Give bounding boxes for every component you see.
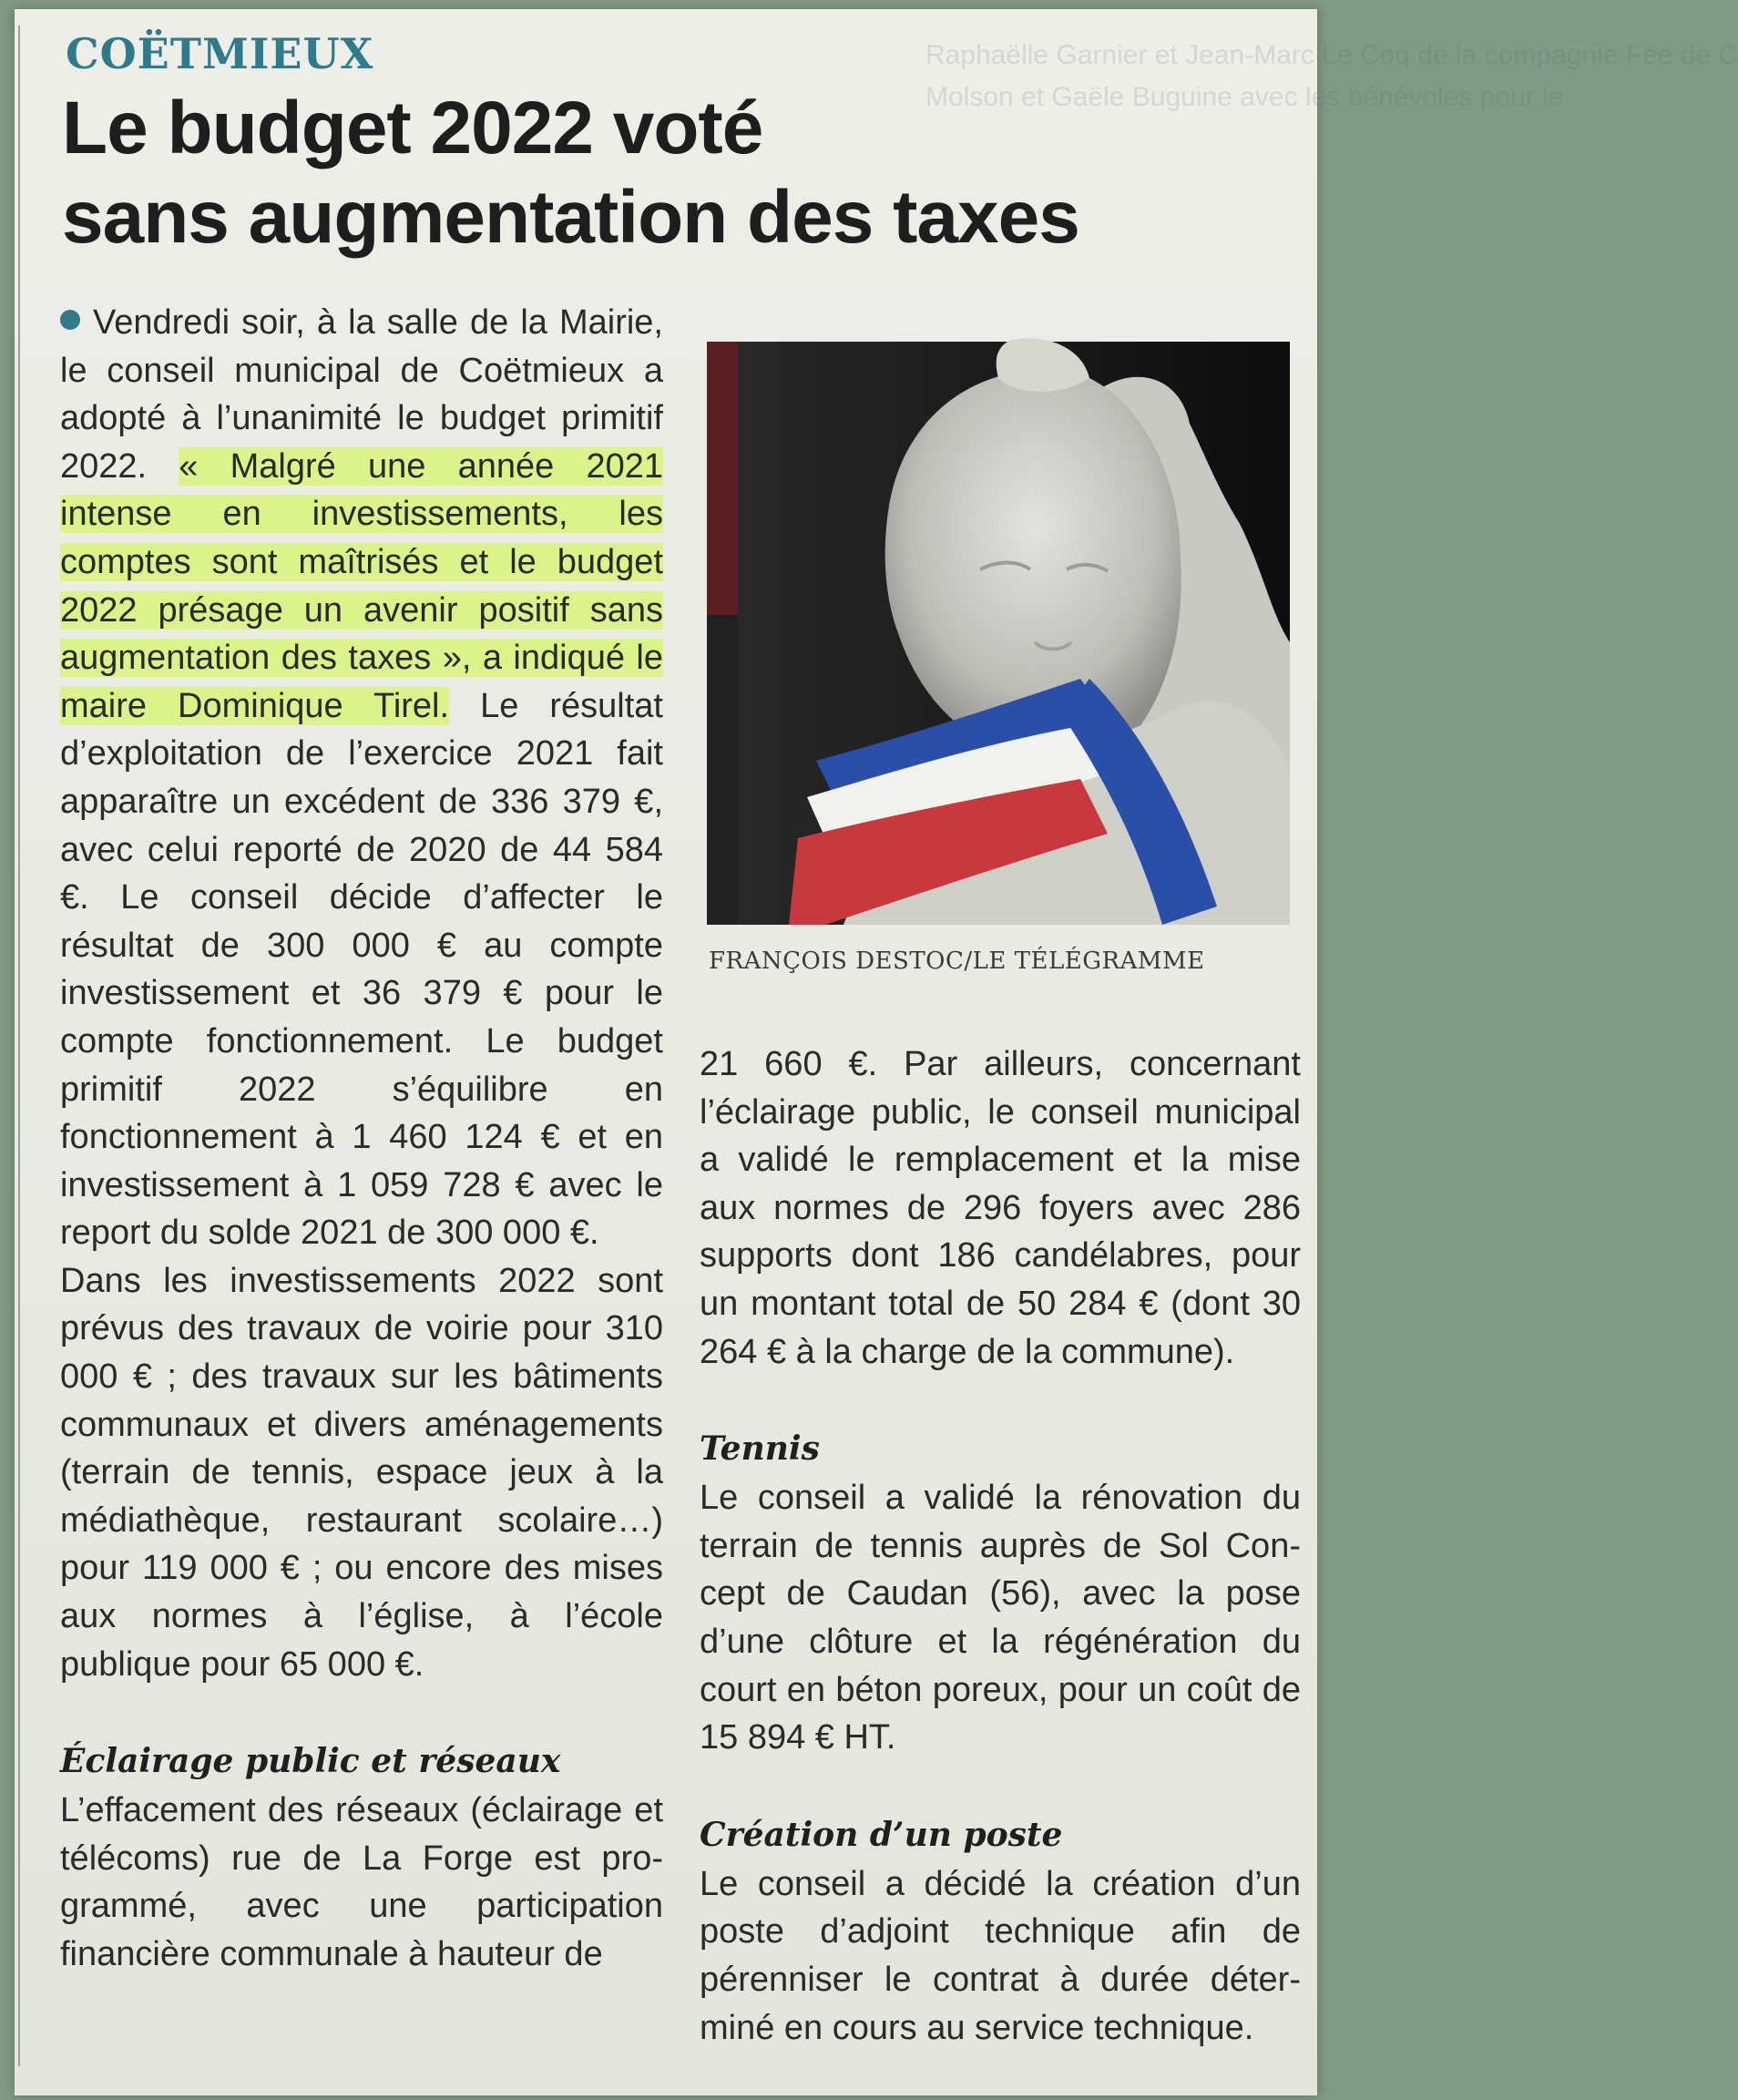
newspaper-page — [15, 9, 1738, 2095]
section-heading-lighting: Éclairage public et réseaux — [60, 1742, 561, 1781]
section-heading-tennis: Tennis — [700, 1429, 820, 1469]
highlighted-quote: « Malgré une année 2021 intense en investissements, les comptes sont maîtrisés et le budget 2022 présage un avenir positif sans augmentation des taxes », a indiqué le maire Dominique Tirel. — [60, 446, 663, 725]
right-column — [700, 1040, 1301, 2052]
bullet-dot-icon — [60, 310, 80, 330]
section-heading-post: Création d’un poste — [700, 1815, 1063, 1854]
column-rule — [18, 26, 20, 2066]
post-paragraph: Le conseil a décidé la création d’un poste d’adjoint technique afin de pérenniser le contrat à durée déterminé en cours au service technique. — [700, 1864, 1301, 2047]
left-column — [60, 299, 663, 1979]
investments-paragraph: Dans les investissements 2022 sont prévus des travaux de voirie pour 310 000 € ; des travaux sur les bâtiments communaux et divers aménagements (terrain de tennis, espace jeux à la médiathèque, restaurant scolaire…) pour 119 000 € ; ou encore des mises aux normes à l’église, à l’école publique pour 65 000 €. — [60, 1261, 663, 1684]
intro-lead: Vendredi soir, à la salle de la Mairie, le conseil municipal de Coëtmieux a adopté à l’unanimité le budget primitif 2022. — [60, 303, 663, 486]
marianne-bust-image — [707, 342, 1290, 925]
headline-line-2: sans augmentation des taxes — [62, 176, 1079, 259]
photo-marianne-bust — [707, 342, 1290, 925]
lighting-paragraph-start: L’effacement des réseaux (éclairage et télécoms) rue de La Forge est programmé, avec une participation financière communale à hauteur de — [60, 1791, 663, 1973]
intro-paragraph — [60, 299, 663, 1257]
article-kicker: COËTMIEUX — [66, 29, 374, 78]
tennis-paragraph: Le conseil a validé la rénovation du terrain de tennis auprès de Sol Concept de Caudan (56), avec la pose d’une clôture et la régénération du court en béton poreux, pour un coût de 15 894 € HT. — [700, 1479, 1301, 1757]
lighting-paragraph-end: 21 660 €. Par ailleurs, concernant l’éclairage public, le conseil municipal a validé le remplacement et la mise aux normes de 296 foyers avec 286 supports dont 186 candélabres, pour un montant total de 50 284 € (dont 30 264 € à la charge de la commune). — [700, 1045, 1301, 1371]
intro-rest: Le résultat d’exploitation de l’exercice 2021 fait apparaître un excédent de 336 379 €, avec celui reporté de 2020 de 44 584 €. Le conseil décide d’affecter le résultat de 300 000 € au compte investissement et 36 379 € pour le compte fonctionnement. Le budget primitif 2022 s’équilibre en fonctionnement à 1 460 124 € et en investissement à 1 059 728 € avec le report du solde 2021 de 300 000 €. — [60, 686, 663, 1253]
headline-line-1: Le budget 2022 voté — [62, 87, 763, 169]
bleed-through-text: Raphaëlle Garnier et Jean-Marc Le Coq de la compagnie Fée de C Molson et Gaële Buguine avec les bénévoles pour le — [925, 40, 1738, 112]
article-headline — [62, 84, 1109, 262]
photo-credit: FRANÇOIS DESTOC/LE TÉLÉGRAMME — [709, 948, 1205, 975]
